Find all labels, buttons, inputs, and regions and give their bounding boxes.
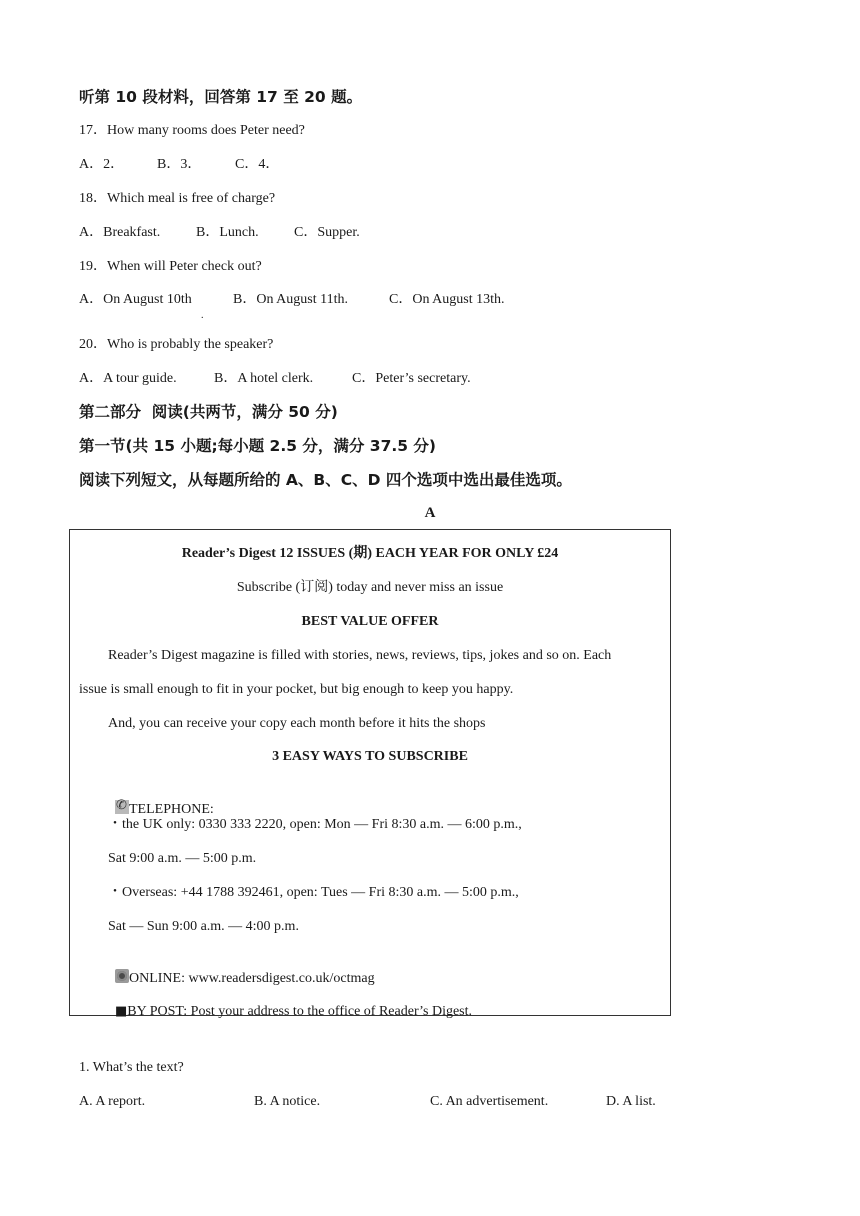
q17-option-b: B．3．: [157, 157, 202, 172]
question-18-stem: 18．Which meal is free of charge?: [79, 191, 276, 206]
question-19-stem: 19．When will Peter check out?: [79, 259, 262, 274]
q19-option-b: B．On August 11th.: [233, 292, 348, 307]
overseas-hours-line-2: Sat — Sun 9:00 a.m. — 4:00 p.m.: [108, 919, 299, 934]
q20-option-b: B．A hotel clerk.: [214, 371, 314, 386]
question-1-stem: 1. What’s the text?: [79, 1060, 184, 1075]
online-text: ONLINE: www.readersdigest.co.uk/octmag: [129, 971, 375, 986]
question-17-stem: 17．How many rooms does Peter need?: [79, 123, 305, 138]
stray-mark: .: [201, 310, 204, 321]
ad-paragraph-1-line-2: issue is small enough to fit in your pocket, but big enough to keep you happy.: [79, 682, 514, 697]
q17-option-c: C．4．: [235, 157, 280, 172]
post-row: [108, 985, 472, 1021]
question-20-stem: 20．Who is probably the speaker?: [79, 337, 274, 352]
q1-option-c: C. An advertisement.: [430, 1094, 549, 1109]
uk-hours-line-1: ・the UK only: 0330 333 2220, open: Mon — Fri 8:30 a.m. — 6:00 p.m.,: [108, 817, 522, 832]
q1-option-a: A. A report.: [79, 1094, 146, 1109]
post-text: BY POST: Post your address to the office of Reader’s Digest.: [127, 1004, 473, 1019]
ad-ways-title: 3 EASY WAYS TO SUBSCRIBE: [272, 749, 468, 764]
q18-option-b: B．Lunch.: [196, 225, 259, 240]
passage-letter: A: [424, 505, 436, 521]
q19-option-a: A．On August 10th: [79, 292, 192, 307]
overseas-hours-line-1: ・Overseas: +44 1788 392461, open: Tues — Fri 8:30 a.m. — 5:00 p.m.,: [108, 885, 519, 900]
part2-section1: 第一节(共 15 小题;每小题 2.5 分，满分 37.5 分): [79, 437, 437, 455]
part2-title: 第二部分 阅读(共两节，满分 50 分): [79, 403, 338, 421]
online-row: [108, 951, 375, 988]
section-header: 听第 10 段材料，回答第 17 至 20 题。: [79, 88, 363, 106]
q1-option-b: B. A notice.: [254, 1094, 321, 1109]
telephone-row: [108, 782, 214, 819]
ad-paragraph-2: And, you can receive your copy each month before it hits the shops: [108, 716, 486, 731]
ad-paragraph-1-line-1: Reader’s Digest magazine is filled with stories, news, reviews, tips, jokes and so on. Each: [108, 648, 612, 663]
advertisement-box: [69, 529, 671, 1016]
q18-option-a: A．Breakfast.: [79, 225, 161, 240]
q19-option-c: C．On August 13th.: [389, 292, 505, 307]
phone-icon: [115, 800, 129, 814]
part2-instruction: 阅读下列短文，从每题所给的 A、B、C、D 四个选项中选出最佳选项。: [79, 471, 572, 489]
q20-option-a: A．A tour guide.: [79, 371, 177, 386]
q20-option-c: C．Peter’s secretary.: [352, 371, 471, 386]
q18-option-c: C．Supper.: [294, 225, 360, 240]
uk-hours-line-2: Sat 9:00 a.m. — 5:00 p.m.: [108, 851, 257, 866]
telephone-label: TELEPHONE:: [129, 802, 214, 817]
ad-subhead: Subscribe (订阅) today and never miss an issue: [236, 580, 504, 595]
q17-option-a: A．2．: [79, 157, 125, 172]
globe-icon: [115, 969, 129, 983]
ad-offer: BEST VALUE OFFER: [301, 614, 439, 629]
square-bullet-icon: ■: [115, 1004, 128, 1019]
q1-option-d: D. A list.: [606, 1094, 656, 1109]
ad-headline: Reader’s Digest 12 ISSUES (期) EACH YEAR FOR ONLY £24: [181, 546, 559, 561]
